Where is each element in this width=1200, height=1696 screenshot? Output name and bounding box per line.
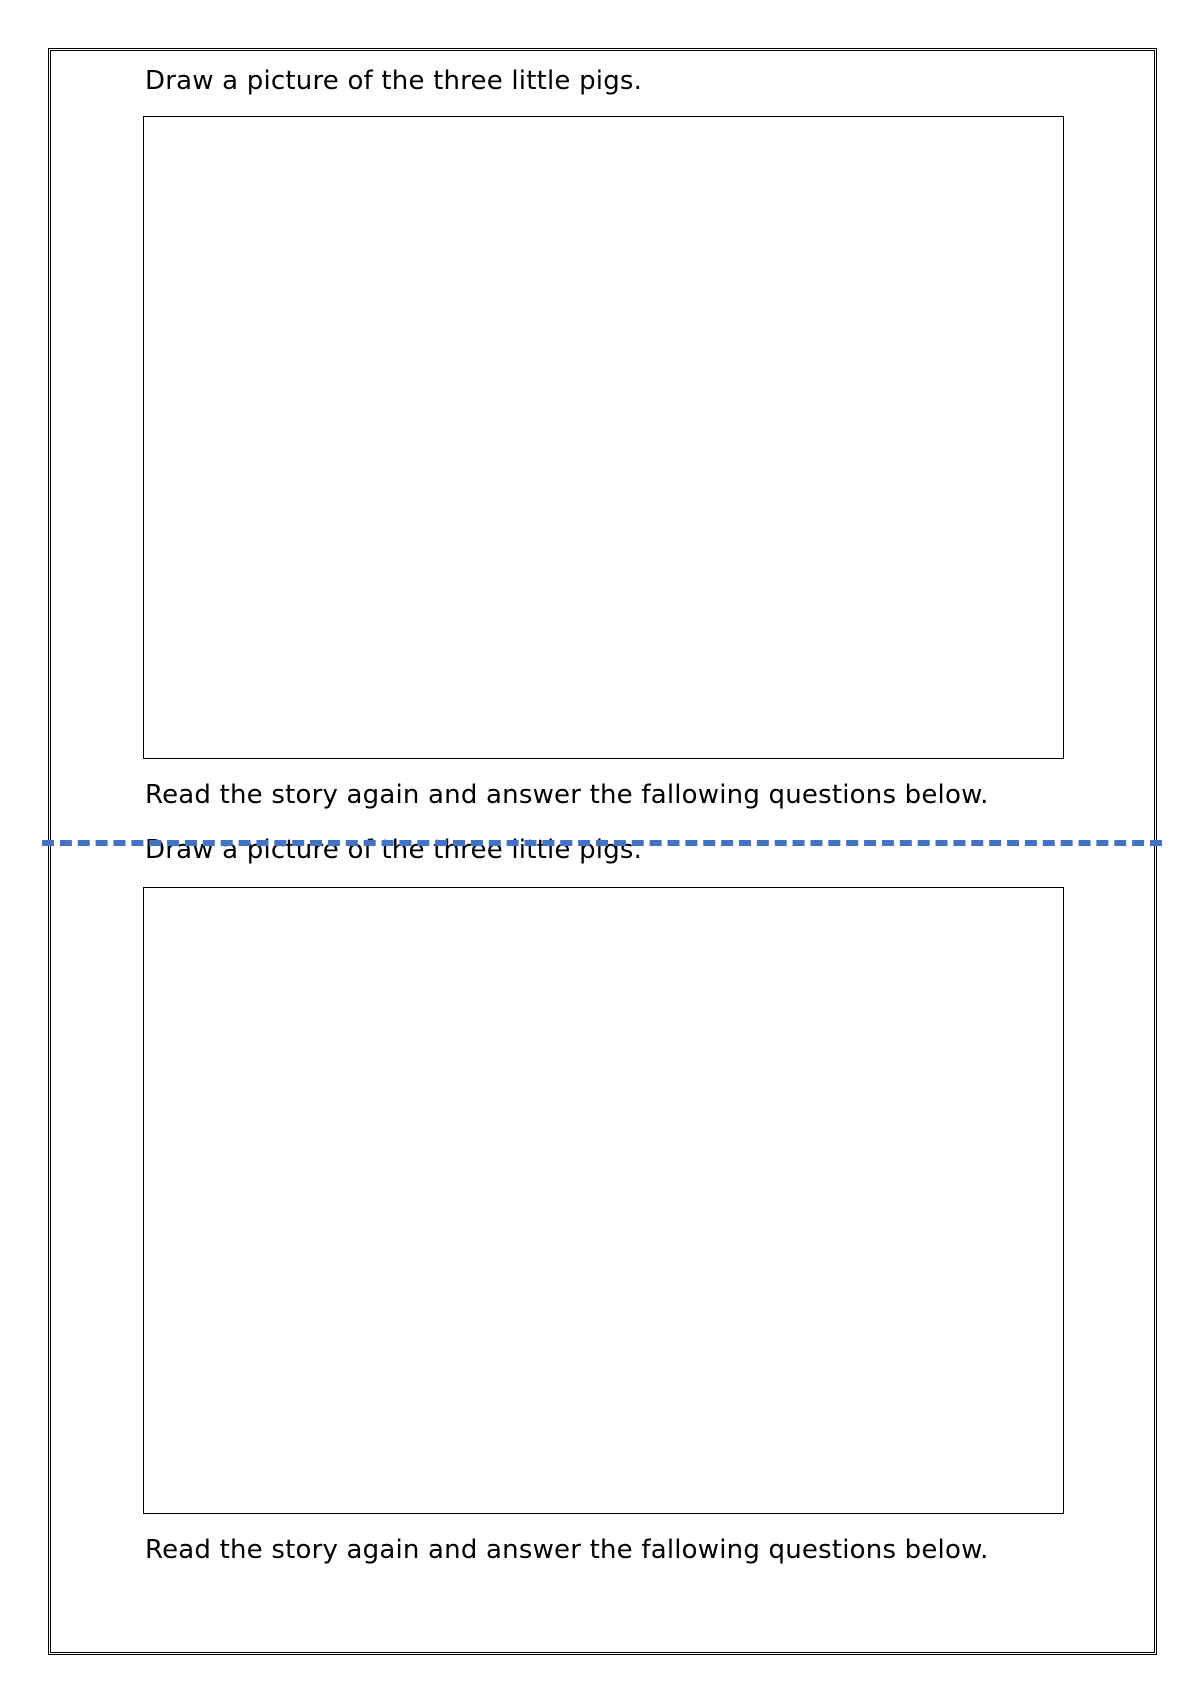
read-prompt: Read the story again and answer the fallowing questions below. [145,1535,989,1565]
drawing-area[interactable] [143,116,1064,759]
drawing-area[interactable] [143,887,1064,1514]
draw-prompt: Draw a picture of the three little pigs. [145,835,643,865]
draw-prompt: Draw a picture of the three little pigs. [145,66,643,96]
read-prompt: Read the story again and answer the fallowing questions below. [145,780,989,810]
